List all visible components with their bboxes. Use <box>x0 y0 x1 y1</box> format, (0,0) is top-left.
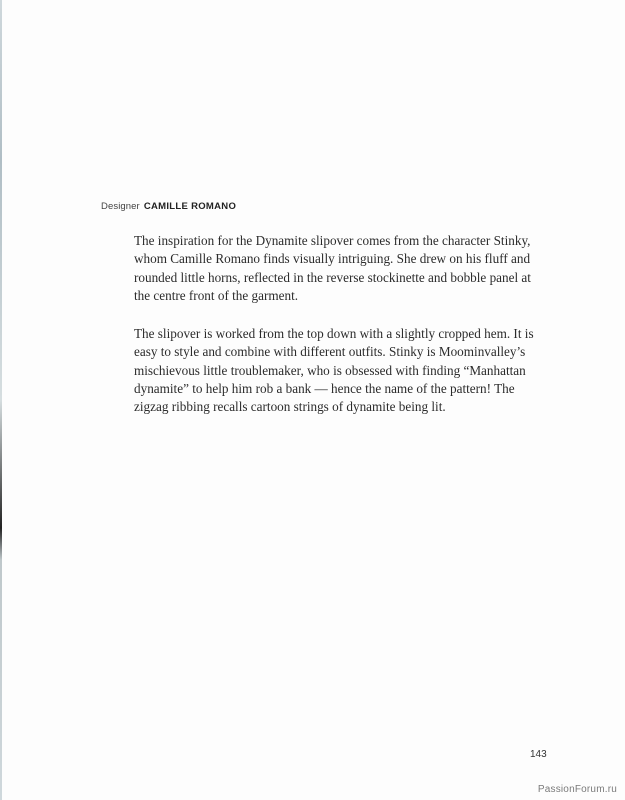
designer-credit <box>101 201 236 212</box>
paragraph-inspiration: The inspiration for the Dynamite slipover comes from the character Stinky, whom Camille Romano finds visually intriguing. She drew on his fluff and rounded little horns, reflected in the reverse stockinette and bobble panel at the centre front of the garment. <box>134 233 531 303</box>
designer-name: CAMILLE ROMANO <box>143 201 237 212</box>
body-text <box>134 232 534 437</box>
paragraph-construction: The slipover is worked from the top down with a slightly cropped hem. It is easy to style and combine with different outfits. Stinky is Moominvalley’s mischievous little troublemaker, who is obsessed with finding “Manhattan dynamite” to help him rob a bank — hence the name of the pattern! The zigzag ribbing recalls cartoon strings of dynamite being lit. <box>134 326 534 415</box>
page-number: 143 <box>530 749 547 760</box>
page-binding-edge <box>0 0 2 800</box>
watermark: PassionForum.ru <box>537 784 617 795</box>
designer-label: Designer <box>101 201 140 212</box>
